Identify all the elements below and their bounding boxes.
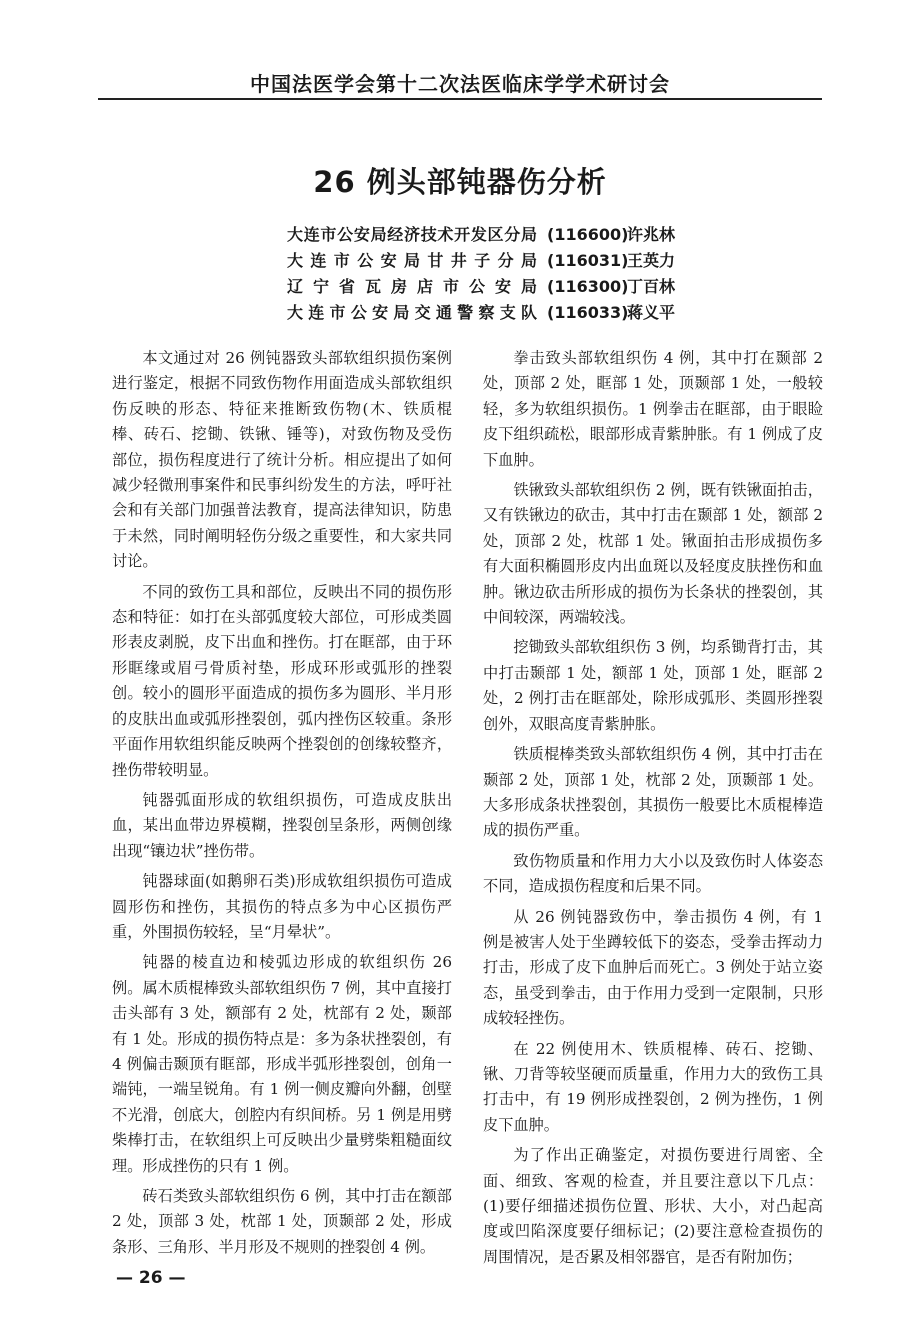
paragraph: 铁质棍棒类致头部软组织伤 4 例，其中打击在颞部 2 处，顶部 1 处，枕部 2 处，顶颞部 1 处。大多形成条状挫裂创，其损伤一般要比木质棍棒造成的损伤严重。	[483, 745, 823, 840]
author-affiliation: 大连市公安局交通警察支队	[287, 303, 537, 322]
author-block	[287, 222, 707, 326]
author-postcode: (116031)	[547, 251, 629, 270]
paragraph: 不同的致伤工具和部位，反映出不同的损伤形态和特征：如打在头部弧度较大部位，可形成类圆形表皮剥脱，皮下出血和挫伤。打在眶部，由于环形眶缘或眉弓骨质衬垫，形成环形或弧形的挫裂创。较小的圆形平面造成的损伤多为圆形、半月形的皮肤出血或弧形挫裂创，弧内挫伤区较重。条形平面作用软组织能反映两个挫裂创的创缘较整齐，挫伤带较明显。	[112, 582, 452, 779]
header-rule	[98, 98, 822, 100]
author-affiliation: 大连市公安局经济技术开发区分局	[287, 225, 537, 244]
author-row	[287, 222, 707, 248]
author-row	[287, 248, 707, 274]
paragraph: 砖石类致头部软组织伤 6 例，其中打击在额部 2 处，顶部 3 处，枕部 1 处，顶颞部 2 处，形成条形、三角形、半月形及不规则的挫裂创 4 例。	[112, 1187, 452, 1256]
author-affiliation: 大连市公安局甘井子分局	[287, 251, 537, 270]
left-column	[112, 346, 452, 1265]
author-postcode: (116600)	[547, 225, 629, 244]
paragraph: 钝器球面(如鹅卵石类)形成软组织损伤可造成圆形伤和挫伤，其损伤的特点多为中心区损伤严重，外围损伤较轻，呈“月晕状”。	[112, 872, 452, 941]
paragraph: 为了作出正确鉴定，对损伤要进行周密、全面、细致、客观的检查，并且要注意以下几点：(1)要仔细描述损伤位置、形状、大小，对凸起高度或凹陷深度要仔细标记；(2)要注意检查损伤的周围情况，是否累及相邻器官，是否有附加伤；	[483, 1146, 823, 1266]
author-affiliation: 辽宁省瓦房店市公安局	[287, 277, 537, 296]
paragraph: 从 26 例钝器致伤中，拳击损伤 4 例，有 1 例是被害人处于坐蹲较低下的姿态，受拳击挥动力打击，形成了皮下血肿后而死亡。3 例处于站立姿态，虽受到拳击，由于作用力受到一定限制，只形成较轻挫伤。	[483, 907, 823, 1028]
page-number: — 26 —	[116, 1268, 186, 1288]
author-name: 蒋义平	[627, 303, 676, 322]
paragraph: 挖锄致头部软组织伤 3 例，均系锄背打击，其中打击颞部 1 处，额部 1 处，顶部 1 处，眶部 2 处，2 例打击在眶部处，除形成弧形、类圆形挫裂创外，双眼高度青紫肿胀。	[483, 638, 823, 733]
author-name: 许兆林	[627, 225, 676, 244]
paragraph: 本文通过对 26 例钝器致头部软组织损伤案例进行鉴定，根据不同致伤物作用面造成头部软组织伤反映的形态、特征来推断致伤物(木、铁质棍棒、砖石、挖锄、铁锹、锤等)，对致伤物及受伤部位，损伤程度进行了统计分析。相应提出了如何减少轻微刑事案件和民事纠纷发生的方法，呼吁社会和有关部门加强普法教育，提高法律知识，防患于未然，同时阐明轻伤分级之重要性，和大家共同讨论。	[112, 349, 452, 571]
paragraph: 钝器的棱直边和棱弧边形成的软组织伤 26 例。属木质棍棒致头部软组织伤 7 例，其中直接打击头部有 3 处，额部有 2 处，枕部有 2 处，颞部有 1 处。形成的损伤特点是：多为条状挫裂创，有 4 例偏击颞顶有眶部，形成半弧形挫裂创，创角一端钝，一端呈锐角。有 1 例一侧皮瓣向外翻，创壁不光滑，创底大，创腔内有织间桥。另 1 例是用劈柴棒打击，在软组织上可反映出少量劈柴粗糙面纹理。形成挫伤的只有 1 例。	[112, 953, 452, 1175]
author-postcode: (116033)	[547, 303, 629, 322]
author-row	[287, 300, 707, 326]
author-postcode: (116300)	[547, 277, 629, 296]
paragraph: 在 22 例使用木、铁质棍棒、砖石、挖锄、锹、刀背等较坚硬而质量重，作用力大的致伤工具打击中，有 19 例形成挫裂创，2 例为挫伤，1 例皮下血肿。	[483, 1039, 823, 1134]
paragraph: 铁锹致头部软组织伤 2 例，既有铁锹面拍击，又有铁锹边的砍击，其中打击在颞部 1 处，额部 2 处，顶部 2 处，枕部 1 处。锹面拍击形成损伤多有大面积椭圆形皮内出血斑以及轻度皮肤挫伤和血肿。锹边砍击所形成的损伤为长条状的挫裂创，其中间较深，两端较浅。	[483, 481, 823, 627]
paragraph: 钝器弧面形成的软组织损伤，可造成皮肤出血，某出血带边界模糊，挫裂创呈条形，两侧创缘出现“镶边状”挫伤带。	[112, 790, 452, 860]
author-row	[287, 274, 707, 300]
running-header: 中国法医学会第十二次法医临床学学术研讨会	[250, 72, 670, 96]
right-column	[483, 346, 823, 1275]
paragraph: 致伤物质量和作用力大小以及致伤时人体姿态不同，造成损伤程度和后果不同。	[483, 851, 823, 896]
paragraph: 拳击致头部软组织伤 4 例，其中打在颞部 2 处，顶部 2 处，眶部 1 处，顶颞部 1 处，一般较轻，多为软组织损伤。1 例拳击在眶部，由于眼睑皮下组织疏松，眼部形成青紫肿胀。有 1 例成了皮下血肿。	[483, 349, 823, 469]
author-name: 丁百林	[627, 277, 676, 296]
article-title: 26 例头部钝器伤分析	[313, 165, 607, 199]
author-name: 王英力	[627, 251, 676, 270]
